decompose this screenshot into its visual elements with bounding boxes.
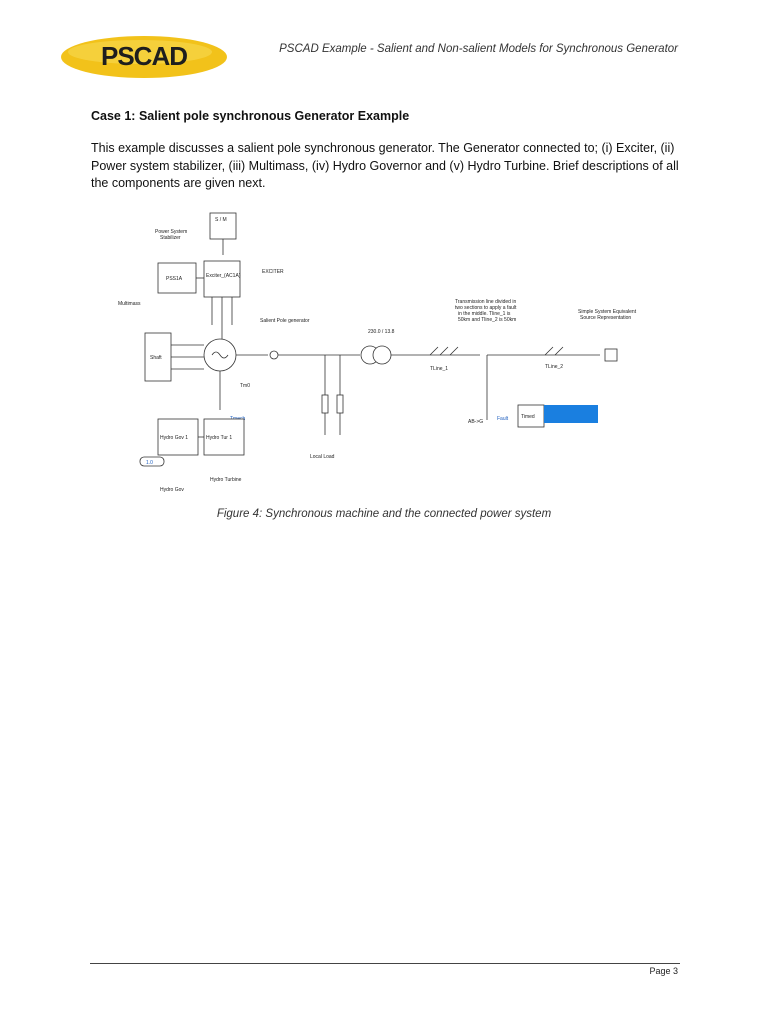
tline1-label: TLine_1: [430, 366, 449, 372]
figure-caption: Figure 4: Synchronous machine and the connected power system: [216, 508, 552, 520]
exciter-block: [204, 261, 240, 297]
abg-label: AB->G: [468, 419, 484, 425]
svg-text:PSCAD: PSCAD: [100, 41, 188, 71]
hydro-turbine-label: Hydro Turbine: [210, 477, 242, 483]
pss-block-label: PSS1A: [166, 276, 183, 282]
tm0-label: Tm0: [240, 383, 250, 389]
const-label: 1.0: [146, 460, 153, 466]
hydro-gov-block-label: Hydro Gov 1: [160, 435, 189, 441]
transformer-label: 230.0 / 13.8: [368, 329, 395, 335]
svg-text:Source Representation: Source Representation: [580, 315, 632, 321]
header-title: PSCAD Example - Salient and Non-salient Models for Synchronous Generator: [279, 43, 678, 55]
svg-text:Stabilizer: Stabilizer: [160, 235, 181, 241]
sm-label: S / M: [215, 217, 227, 223]
exciter-block-label: Exciter_(AC1A): [206, 273, 241, 279]
exciter-label: EXCITER: [262, 269, 284, 275]
source-impedance: [605, 349, 617, 361]
fault-timing-plot: [544, 405, 598, 423]
source-note-1: Simple System Equivalent: [578, 309, 637, 315]
tline2-label: TLine_2: [545, 364, 564, 370]
fault-logic-label: Timed: [521, 414, 535, 420]
svg-text:in the middle. Tline_1 is: in the middle. Tline_1 is: [458, 311, 511, 317]
svg-text:50km and Tline_2 is 50km: 50km and Tline_2 is 50km: [458, 317, 517, 323]
local-load-label: Local Load: [310, 454, 335, 460]
hydro-gov-label: Hydro Gov: [160, 487, 184, 493]
body-paragraph: This example discusses a salient pole synchronous generator. The Generator connected to; (i) Exciter, (ii) Power system stabilizer, (iii) Multimass, (iv) Hydro Governor and (v) Hydro Turbine. Brief descriptions of all the components are given next.: [91, 141, 679, 190]
pss-label: Power System: [155, 229, 188, 235]
line-note-1: Transmission line divided in: [455, 299, 517, 305]
svg-text:two sections to apply a fault: two sections to apply a fault: [455, 305, 517, 311]
generator-label: Salient Pole generator: [260, 318, 310, 324]
hydro-tur-block-label: Hydro Tur 1: [206, 435, 233, 441]
transformer-winding-2: [373, 346, 391, 364]
footer-divider: [90, 963, 680, 964]
pscad-logo: [60, 34, 228, 80]
multimass-label: Multimass: [118, 301, 141, 307]
svg-text:Shaft: Shaft: [150, 355, 162, 361]
fault-label: Fault: [497, 416, 509, 422]
page-number: Page 3: [649, 966, 678, 976]
section-heading: Case 1: Salient pole synchronous Generator Example: [91, 109, 410, 123]
circuit-diagram-figure: [100, 205, 637, 500]
